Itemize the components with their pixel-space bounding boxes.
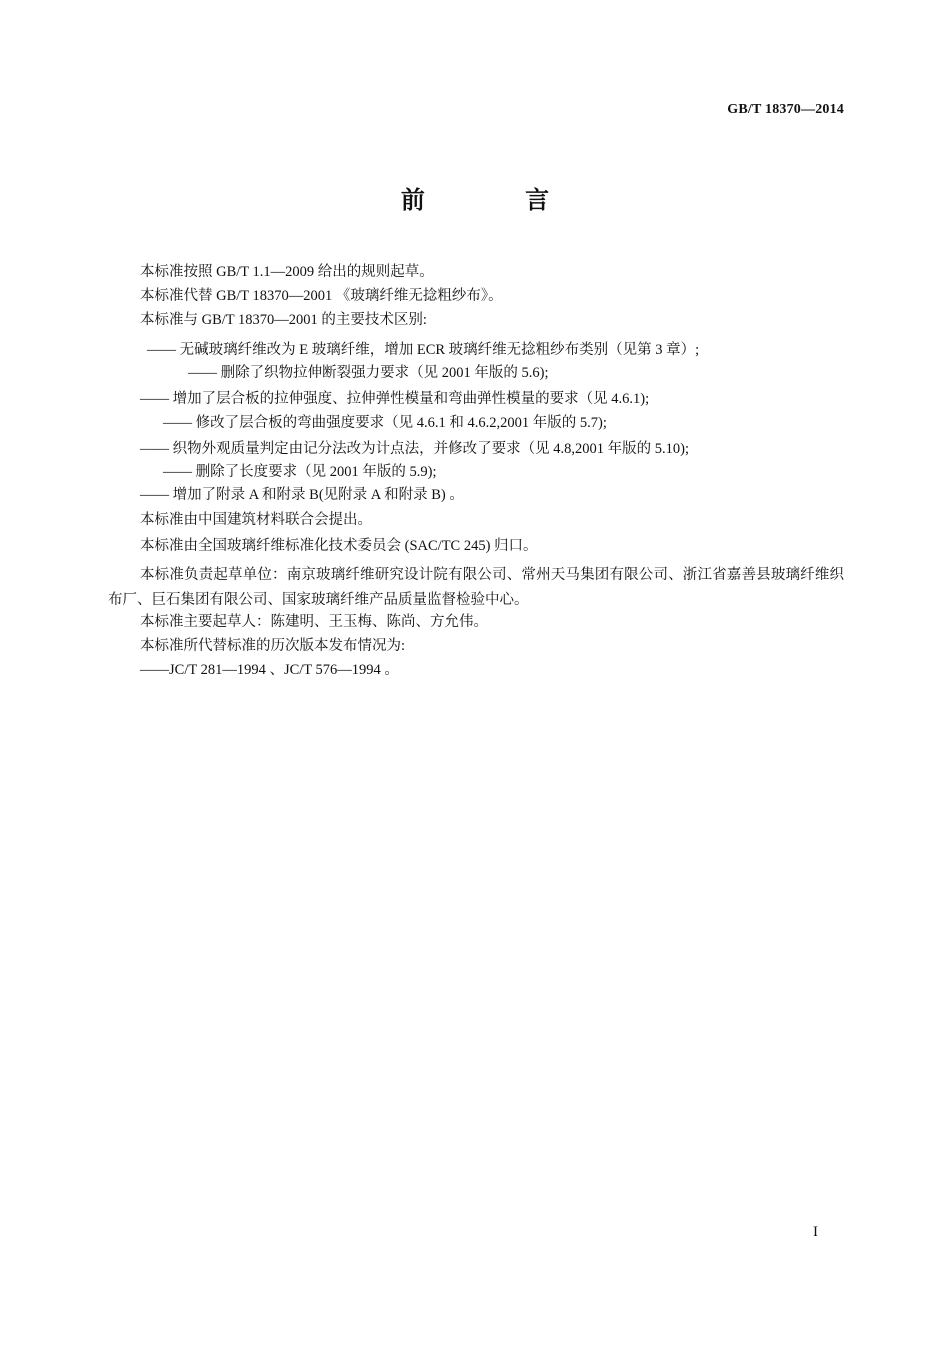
- list-item-change: —— 删除了织物拉伸断裂强力要求（见 2001 年版的 5.6);: [188, 365, 549, 381]
- list-item-change: —— 修改了层合板的弯曲强度要求（见 4.6.1 和 4.6.2,2001 年版的 5.7);: [163, 415, 607, 431]
- standard-number: GB/T 18370—2014: [727, 102, 844, 117]
- paragraph-centralized-by: 本标准由全国玻璃纤维标准化技术委员会 (SAC/TC 245) 归口。: [140, 538, 538, 554]
- page-number: I: [813, 1224, 818, 1240]
- paragraph-version-history: 本标准所代替标准的历次版本发布情况为:: [140, 638, 406, 654]
- list-item-previous-standards: ——JC/T 281—1994 、JC/T 576—1994 。: [140, 662, 399, 678]
- paragraph-drafters: 本标准主要起草人：陈建明、王玉梅、陈尚、方允伟。: [140, 614, 488, 630]
- paragraph-drafting-units: 本标准负责起草单位：南京玻璃纤维研究设计院有限公司、常州天马集团有限公司、浙江省嘉善县玻璃纤维织布厂、巨石集团有限公司、国家玻璃纤维产品质量监督检验中心。: [108, 567, 844, 608]
- list-item-change: —— 增加了层合板的拉伸强度、拉伸弹性模量和弯曲弹性模量的要求（见 4.6.1);: [140, 391, 650, 407]
- page-title: 前 言: [400, 186, 596, 214]
- paragraph-proposed-by: 本标准由中国建筑材料联合会提出。: [140, 512, 372, 528]
- list-item-change: —— 增加了附录 A 和附录 B(见附录 A 和附录 B) 。: [140, 487, 464, 503]
- paragraph-replaces: 本标准代替 GB/T 18370—2001 《玻璃纤维无捻粗纱布》。: [140, 288, 503, 304]
- list-item-change: —— 织物外观质量判定由记分法改为计点法，并修改了要求（见 4.8,2001 年版的 5.10);: [140, 441, 689, 457]
- list-item-change: —— 无碱玻璃纤维改为 E 玻璃纤维，增加 ECR 玻璃纤维无捻粗纱布类别（见第 3 章）;: [147, 342, 700, 358]
- paragraph-main-differences: 本标准与 GB/T 18370—2001 的主要技术区别:: [140, 312, 427, 328]
- paragraph-drafting-rules: 本标准按照 GB/T 1.1—2009 给出的规则起草。: [140, 264, 434, 280]
- list-item-change: —— 删除了长度要求（见 2001 年版的 5.9);: [163, 464, 437, 480]
